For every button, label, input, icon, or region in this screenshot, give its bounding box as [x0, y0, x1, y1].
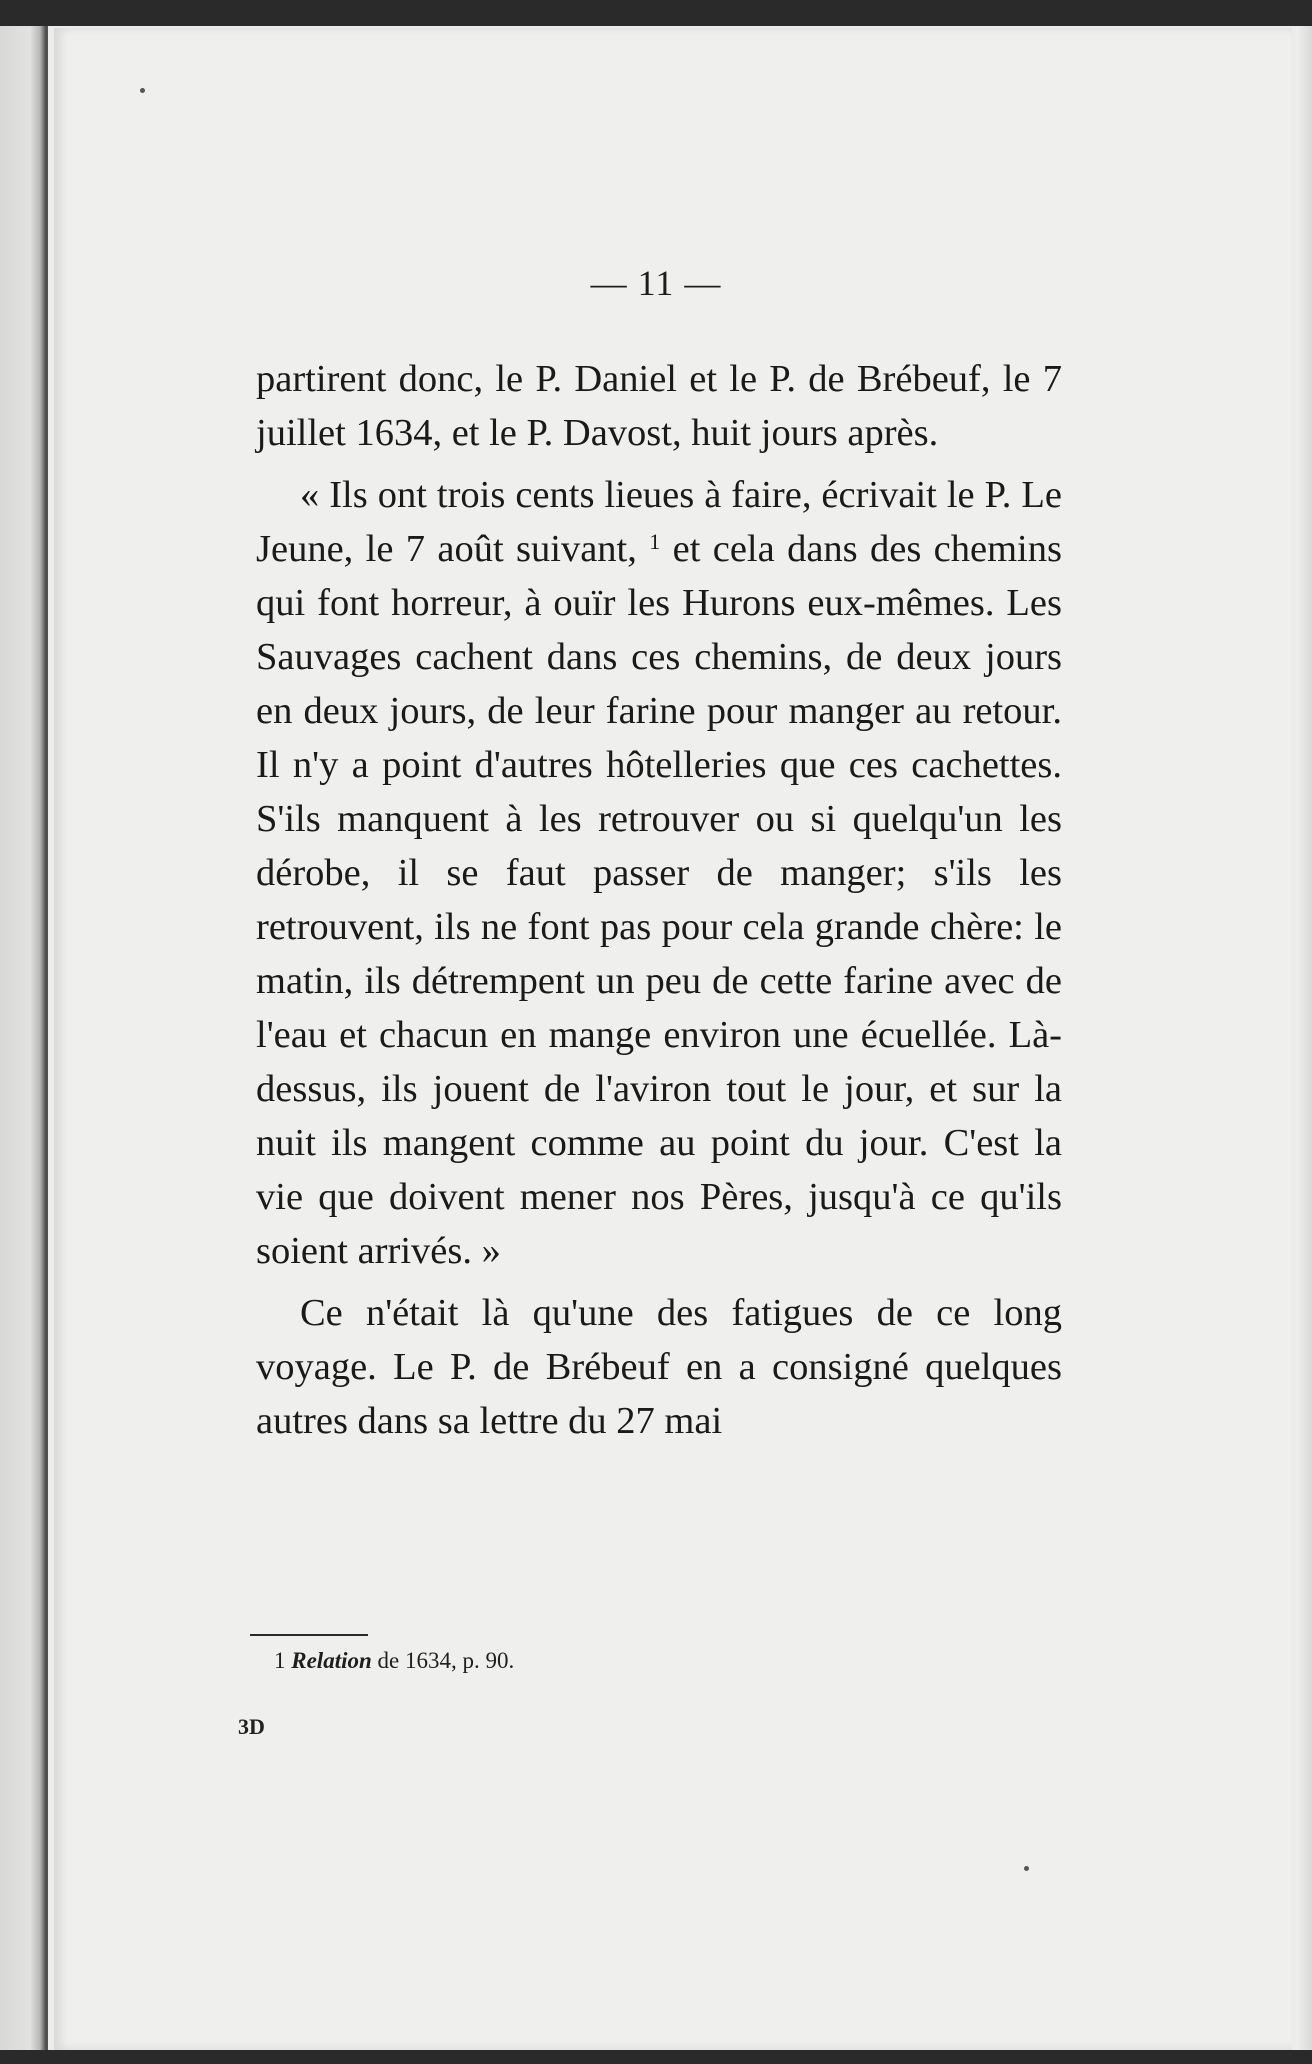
- footnote-marker: 1: [649, 529, 661, 554]
- quote-opening: « Ils ont trois cents lieues à faire, écrivait le P. Le Jeune, le 7 août suivant,: [256, 474, 1062, 570]
- footnote-title: Relation: [291, 1648, 372, 1673]
- page-number: — 11 —: [590, 263, 722, 303]
- footnote: [274, 1648, 514, 1674]
- paragraph: partirent donc, le P. Daniel et le P. de Brébeuf, le 7 juillet 1634, et le P. Davost, huit jours après.: [256, 358, 1062, 454]
- scan-top-border: [0, 0, 1312, 26]
- body-text: [256, 352, 1062, 1448]
- footnote-number: 1: [274, 1648, 286, 1673]
- dust-speck: [1024, 1866, 1029, 1871]
- book-spine: [0, 26, 48, 2050]
- dust-speck: [140, 88, 145, 93]
- footnote-rule: [250, 1634, 368, 1636]
- page-edge: [1296, 26, 1312, 2050]
- signature-mark: 3D: [238, 1714, 265, 1739]
- footnote-text: de 1634, p. 90.: [377, 1648, 515, 1673]
- quote-continuation: et cela dans des chemins qui font horreur, à ouïr les Hurons eux-mêmes. Les Sauvages cachent dans ces chemins, de deux jours en deux jours, de leur farine pour manger au retour. Il n'y a point d'autres hôtelleries que ces cachettes. S'ils manquent à les retrouver ou si quelqu'un les dérobe, il se faut passer de manger; s'ils les retrouvent, ils ne font pas pour cela grande chère: le matin, ils détrempent un peu de cette farine avec de l'eau et chacun en mange environ une écuellée. Là-dessus, ils jouent de l'aviron tout le jour, et sur la nuit ils mangent comme au point du jour. C'est la vie que doivent mener nos Pères, jusqu'à ce qu'ils soient arrivés. »: [256, 528, 1062, 1272]
- scan-bottom-border: [0, 2050, 1312, 2064]
- paragraph: Ce n'était là qu'une des fatigues de ce long voyage. Le P. de Brébeuf en a consigné quelques autres dans sa lettre du 27 mai: [256, 1292, 1062, 1442]
- paragraph: [256, 468, 1062, 1278]
